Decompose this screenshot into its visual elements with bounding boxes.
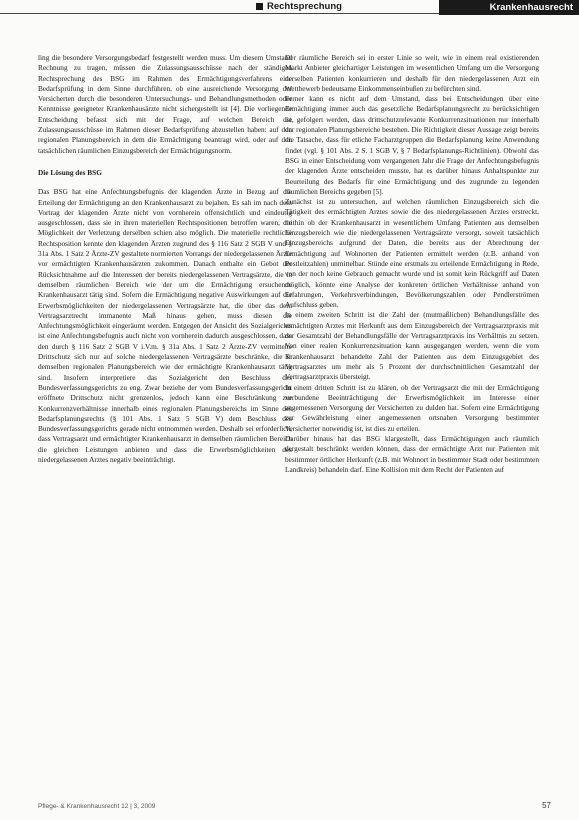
paragraph-intro: ling die besondere Versorgungsbedarf festgestellt werden muss. Um diesem Umstand Rechnung zu tragen, müssen die Zulassungsausschüsse nach der ständigen Rechtsprechung des BSG im Rahmen des Ermächtigungsverfahrens eine Bedarfsprüfung in dem Sinne durchführen, ob eine ausreichende Versorgung der Versicherten durch die besonderen Untersuchungs- und Behandlungsmethoden oder Kenntnisse geeigneter Krankenhausärzte nicht sichergestellt ist [4]. Die vorliegende Entscheidung befasst sich mit der Frage, auf welchen Bereich die Zulassungsausschüsse im Rahmen dieser Bedarfsprüfung abzustellen haben: auf den regionalen Planungsbereich in dem die Ermächtigung beantragt wird, oder auf den tatsächlichen räumlichen Einzugsbereich der Ermächtigungsnorm. (38, 53, 292, 155)
left-column (38, 53, 292, 465)
section-label: Rechtsprechung (256, 0, 342, 13)
paragraph-4: In einem zweiten Schritt ist die Zahl der (mutmaßlichen) Behandlungsfälle des ermächtigten Arztes mit Herkunft aus dem Einzugsbereich der Vertragsarztpraxis mit der Gesamtzahl der Behandlungsfälle der Vertragsarztpraxis ins Verhältnis zu setzen. Von einer realen Konkurrenzsituation kann ausgegangen werden, wenn die vom Krankenhausarzt behandelte Zahl der Patienten aus dem Einzugsgebiet des Vertragsarztes um mehr als 5 Prozent der durchschnittlichen Gesamtzahl der Vertragsarztpraxis übersteigt. (285, 310, 539, 382)
section-heading: Die Lösung des BSG (38, 167, 102, 177)
journal-source: Pflege- & Krankenhausrecht 12 | 3, 2009 (38, 803, 156, 810)
paragraph-body: Das BSG hat eine Anfechtungsbefugnis der klagenden Ärzte in Bezug auf die Erteilung der Ermächtigung an den Krankenhausarzt zu bejahen. Es sah im nach dem Vortrag der klagenden Ärzte nicht von vornherein offensichtlich und eindeutig ausgeschlossen, dass sie in ihren materiellen Rechtspositionen betroffen waren, die Möglichkeit der Verletzung derselben schien also möglich. Die materielle rechtliche Rechtsposition kennte den klagenden Ärzten zugrund des § 116 Satz 2 SGB V und § 31a Abs. 1 Satz 2 Ärzte-ZV gestaltete normierten Vorrangs der niedergelassenen Ärzte vor ermächtigten Krankenhausärzten zukommen. Danach enthalte ein Gebot der Rücksichtnahme auf die Interessen der bereits niedergelassenen Vertragsärzte, die in demselben räumlichen Bereich wie der um die Ermächtigung ersuchende Krankenhausarzt tätig sind. Sofern die Ermächtigung negative Auswirkungen auf die Erwerbsmöglichkeiten der niedergelassenen Vertragsärzte hat, die über das dem Vertragsarztrecht immanente Maß hinaus gehen, muss diesen die Anfechtungsmöglichkeit eingeräumt werden. Entgegen der Ansicht des Sozialgerichts ist eine Anfechtungsbefugnis auch nicht von vornherein dadurch ausgeschlossen, dass den durch § 116 Satz 2 SGB V i.V.m. § 31a Abs. 1 Satz 2 Ärzte-ZV vermittelte Drittschutz sich nur auf solche niedergelassenen Vertragsärzte beschränke, die in demselben regionalen Planungsbereich wie der ermächtigte Krankenhausarzt tätig sind. Insofern interpretiere das Sozialgericht den Beschluss des Bundesverfassungsgerichts zu eng. Zwar beziehe der vom Bundesverfassungsgericht eröffnete Drittschutz nicht grenzenlos, jedoch kann eine Beschränkung zur Konkurrenzverhältnisse innerhalb eines regionalen Planungsbereichs im Sinne des Bedarfsplanungsrechts (§ 101 Abs. 1 Satz 5 SGB V) dem Beschluss des Bundesverfassungsgerichts gerade nicht entnommen werden. Deshalb sei erforderlich, dass Vertragsarzt und ermächtigter Krankenhausarzt in demselben räumlichen Bereich die gleichen Leistungen anbieten und dass die Erwerbsmöglichkeiten des niedergelassenen Arztes negativ beeinträchtigt. (38, 187, 292, 464)
paragraph-5: In einem dritten Schritt ist zu klären, ob der Vertragsarzt die mit der Ermächtigung verbundene Beeinträchtigung der Erwerbsmöglichkeit im Interesse einer angemessenen Versorgung der Versicherten zu dulden hat. Sofern eine Ermächtigung zur Gewährleistung einer angemessenen ortsnahen Versorgung bestimmter Versicherter notwendig ist, ist dies zu erteilen. (285, 382, 539, 433)
paragraph-2: Ferner kann es nicht auf dem Umstand, dass bei Entscheidungen über eine Ermächtigung immer auch das gesetzliche Bedarfsplanungsrecht zu berücksichtigen ist, gefolgert werden, dass drittschutzrelevante Konkurrenzsituationen nur innerhalb der regionalen Planungsbereiche bestehen. Die Richtigkeit dieser Aussage zeigt bereits die Tatsache, dass für etliche Facharztgruppen die Bedarfsplanung keine Anwendung findet (vgl. § 101 Abs. 2 S. 1 SGB V, § 7 Bedarfsplanungs-Richtlinien). Obwohl das BSG in einer Entscheidung vom vergangenen Jahr die Frage der Anfechtungsbefugnis der klagenden Ärzte entscheiden musste, hat es darüber hinaus Anhaltspunkte zur Beurteilung des Bedarfs für eine Ermächtigung und des zugrunde zu legenden räumlichen Bereichs gegeben [5]. (285, 94, 539, 196)
page-footer (38, 798, 551, 810)
header-rule (0, 0, 579, 14)
paragraph-6: Darüber hinaus hat das BSG klargestellt, dass Ermächtigungen auch räumlich dergestalt beschränkt werden können, dass der ermächtigte Arzt nur Patienten mit bestimmter örtlicher Herkunft (z.B. mit Wohnort in bestimmter Stadt oder bestimmten Landkreis) behandeln darf. Eine Kollision mit dem Recht der Patienten auf (285, 433, 539, 474)
paragraph-3: Zunächst ist zu untersuchen, auf welchen räumlichen Einzugsbereich sich die Tätigkeit des ermächtigten Arztes sowie die des niedergelassenen Arztes erstreckt, mithin ob der Krankenhausarzt in wesentlichem Umfang Patienten aus demselben Einzugsbereich wie die niedergelassenen Vertragsärzte versorgt, soweit tatsächlich Einzugsbereichs aufgrund der Daten, die bereits aus der Abrechnung der Ermächtigung auf Wohnorten der Patienten ermittelt werden (z.B. anhand von Postleitzahlen) unmittelbar. Stünde eine erstmals zu erteilende Ermächtigung in Rede, von der noch keine Gebrauch gemacht wurde und ist somit kein Rückgriff auf Daten möglich, könnte eine Analyse der konkreten örtlichen Verhältnisse anhand von Erfahrungen, Verkehrsverbindungen, Bevölkerungszahlen oder Pendlerströmen Aufschluss geben. (285, 197, 539, 310)
page-number: 57 (542, 801, 551, 810)
right-column (285, 53, 539, 475)
category-tab: Krankenhausrecht (439, 0, 579, 15)
spacer (38, 156, 292, 164)
page-header (0, 0, 579, 40)
paragraph-1: Der räumliche Bereich sei in erster Linie so weit, wie in einem real existierenden Markt Anbieter gleichartiger Leistungen im wesentlichen Umfang um die Versorgung derselben Patienten konkurrieren und deshalb für den niedergelassenen Arzt ein Wettbewerb bedeutsame Einkommenseinbußen zu befürchten sind. (285, 53, 539, 93)
